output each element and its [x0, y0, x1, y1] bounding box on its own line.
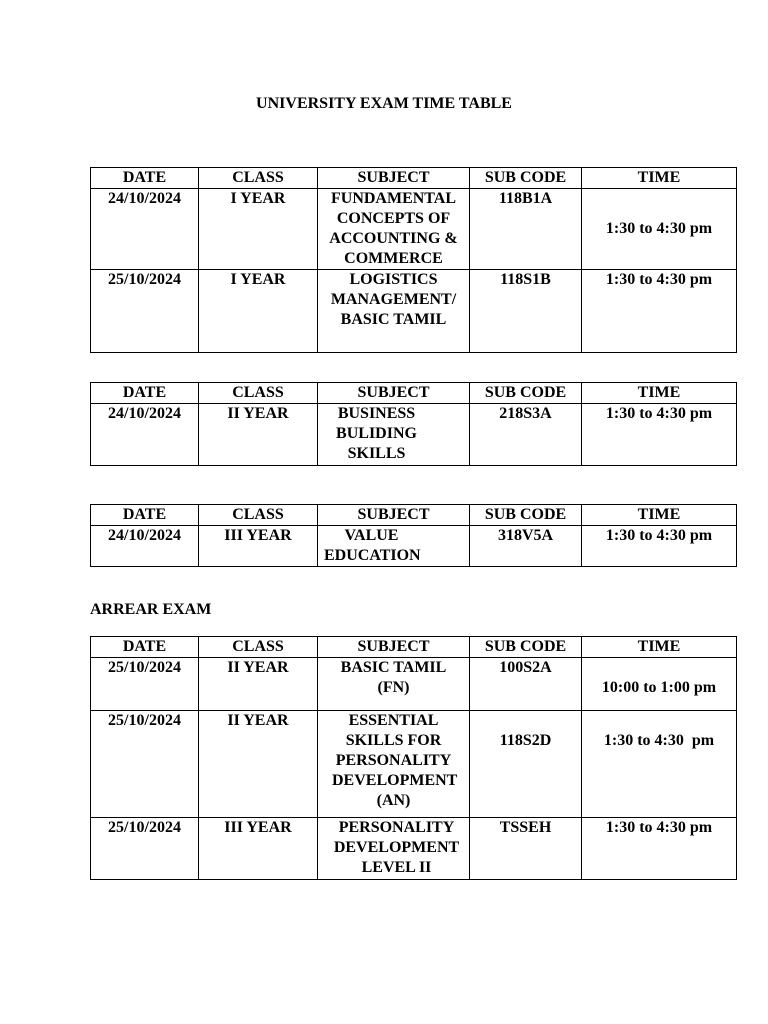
cell-subject: LOGISTICS MANAGEMENT/ BASIC TAMIL: [318, 270, 470, 353]
header-date: DATE: [91, 383, 199, 404]
header-subject: SUBJECT: [318, 168, 470, 189]
cell-subject: PERSONALITY DEVELOPMENT LEVEL II: [318, 818, 470, 880]
header-class: CLASS: [199, 505, 318, 526]
header-date: DATE: [91, 637, 199, 658]
table-row: [91, 658, 737, 711]
table-header-row: [91, 505, 737, 526]
cell-subject: BASIC TAMIL (FN): [318, 658, 470, 711]
header-time: TIME: [582, 383, 737, 404]
cell-sub-code: 318V5A: [470, 526, 582, 567]
cell-date: 24/10/2024: [91, 526, 199, 567]
table-row: [91, 711, 737, 818]
cell-date: 25/10/2024: [91, 711, 199, 818]
cell-time: 1:30 to 4:30 pm: [582, 270, 737, 353]
arrear-exam-label: ARREAR EXAM: [90, 601, 212, 618]
cell-subject: ESSENTIAL SKILLS FOR PERSONALITY DEVELOPMENT (AN): [318, 711, 470, 818]
cell-date: 25/10/2024: [91, 658, 199, 711]
cell-date: 25/10/2024: [91, 270, 199, 353]
cell-date: 24/10/2024: [91, 404, 199, 466]
header-time: TIME: [582, 637, 737, 658]
cell-time: 1:30 to 4:30 pm: [582, 189, 737, 270]
cell-subject: BUSINESS BULIDING SKILLS: [318, 404, 470, 466]
cell-class: I YEAR: [199, 189, 318, 270]
exam-table-arrear: [90, 636, 737, 880]
header-sub-code: SUB CODE: [470, 505, 582, 526]
table-row: [91, 189, 737, 270]
table-header-row: [91, 637, 737, 658]
header-class: CLASS: [199, 637, 318, 658]
cell-sub-code: 118S1B: [470, 270, 582, 353]
header-time: TIME: [582, 168, 737, 189]
cell-sub-code: 218S3A: [470, 404, 582, 466]
cell-class: II YEAR: [199, 711, 318, 818]
cell-sub-code: 100S2A: [470, 658, 582, 711]
table-header-row: [91, 168, 737, 189]
cell-time: 1:30 to 4:30 pm: [582, 818, 737, 880]
page-title: UNIVERSITY EXAM TIME TABLE: [256, 95, 512, 112]
table-header-row: [91, 383, 737, 404]
cell-sub-code: TSSEH: [470, 818, 582, 880]
cell-date: 24/10/2024: [91, 189, 199, 270]
cell-time: 10:00 to 1:00 pm: [582, 658, 737, 711]
exam-table-third-year: [90, 504, 737, 567]
cell-sub-code: 118B1A: [470, 189, 582, 270]
exam-table-second-year: [90, 382, 737, 466]
cell-class: III YEAR: [199, 526, 318, 567]
table-row: [91, 404, 737, 466]
header-class: CLASS: [199, 383, 318, 404]
cell-sub-code: 118S2D: [470, 711, 582, 818]
cell-subject: VALUE EDUCATION: [318, 526, 470, 567]
header-date: DATE: [91, 168, 199, 189]
cell-time: 1:30 to 4:30 pm: [582, 711, 737, 818]
header-class: CLASS: [199, 168, 318, 189]
header-time: TIME: [582, 505, 737, 526]
cell-subject: FUNDAMENTAL CONCEPTS OF ACCOUNTING & COMMERCE: [318, 189, 470, 270]
table-row: [91, 526, 737, 567]
header-sub-code: SUB CODE: [470, 637, 582, 658]
header-sub-code: SUB CODE: [470, 168, 582, 189]
header-date: DATE: [91, 505, 199, 526]
exam-table-first-year: [90, 167, 737, 353]
header-subject: SUBJECT: [318, 505, 470, 526]
cell-class: I YEAR: [199, 270, 318, 353]
cell-class: II YEAR: [199, 404, 318, 466]
cell-class: III YEAR: [199, 818, 318, 880]
header-subject: SUBJECT: [318, 637, 470, 658]
table-row: [91, 818, 737, 880]
header-sub-code: SUB CODE: [470, 383, 582, 404]
cell-class: II YEAR: [199, 658, 318, 711]
table-row: [91, 270, 737, 353]
header-subject: SUBJECT: [318, 383, 470, 404]
cell-date: 25/10/2024: [91, 818, 199, 880]
cell-time: 1:30 to 4:30 pm: [582, 526, 737, 567]
cell-time: 1:30 to 4:30 pm: [582, 404, 737, 466]
